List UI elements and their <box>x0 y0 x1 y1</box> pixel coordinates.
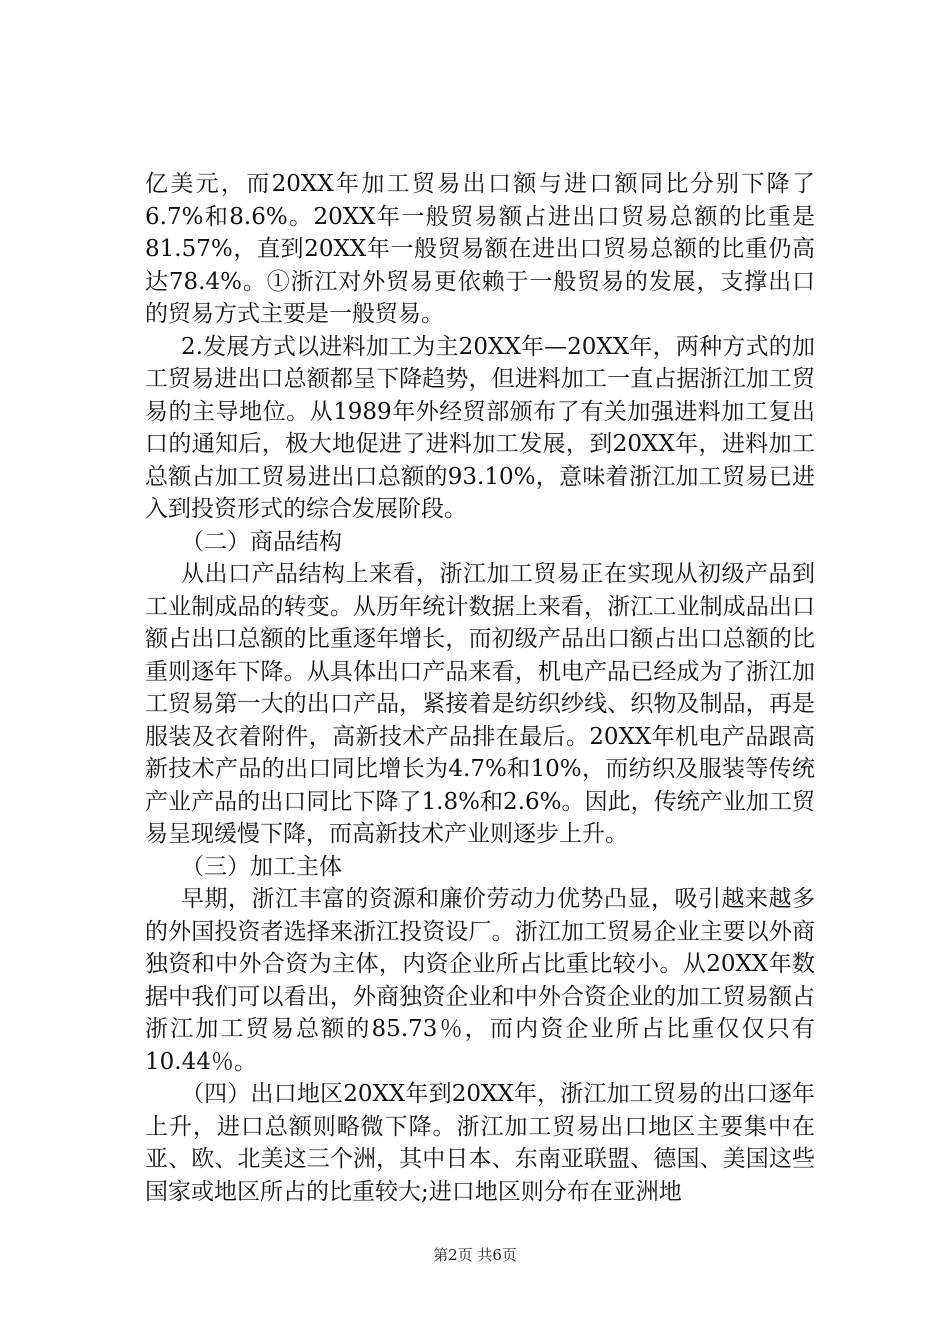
paragraph-processing-entity: 早期，浙江丰富的资源和廉价劳动力优势凸显，吸引越来越多的外国投资者选择来浙江投资设厂。浙江加工贸易企业主要以外商独资和中外合资为主体，内资企业所占比重比较小。从20XX年数据中我们可以看出，外商独资企业和中外合资企业的加工贸易额占浙江加工贸易总额的85.73％，而内资企业所占比重仅仅只有10.44％。 <box>145 886 815 1075</box>
section-heading-commodity-structure: （二）商品结构 <box>181 528 342 555</box>
paragraph-export-region: （四）出口地区20XX年到20XX年，浙江加工贸易的出口逐年上升，进口总额则略微下降。浙江加工贸易出口地区主要集中在亚、欧、北美这三个洲，其中日本、东南亚联盟、德国、美国这些国家或地区所占的比重较大;进口地区则分布在亚洲地 <box>145 1081 815 1205</box>
paragraph-continuation: 亿美元，而20XX年加工贸易出口额与进口额同比分别下降了6.7%和8.6%。20XX年一般贸易额占进出口贸易总额的比重是81.57%，直到20XX年一般贸易额在进出口贸易总额的比重仍高达78.4%。①浙江对外贸易更依赖于一般贸易的发展，支撑出口的贸易方式主要是一般贸易。 <box>145 171 815 327</box>
section-heading-processing-entity: （三）加工主体 <box>181 853 342 880</box>
paragraph-commodity-structure: 从出口产品结构上来看，浙江加工贸易正在实现从初级产品到工业制成品的转变。从历年统计数据上来看，浙江工业制成品出口额占出口总额的比重逐年增长，而初级产品出口额占出口总额的比重则逐年下降。从具体出口产品来看，机电产品已经成为了浙江加工贸易第一大的出口产品，紧接着是纺织纱线、织物及制品，再是服装及衣着附件，高新技术产品排在最后。20XX年机电产品跟高新技术产品的出口同比增长为4.7%和10%，而纺织及服装等传统产业产品的出口同比下降了1.8%和2.6%。因此，传统产业加工贸易呈现缓慢下降，而高新技术产业则逐步上升。 <box>145 561 815 847</box>
page-footer: 第2页 共6页 <box>433 1246 517 1264</box>
paragraph-processing-method: 2.发展方式以进料加工为主20XX年—20XX年，两种方式的加工贸易进出口总额都呈下降趋势，但进料加工一直占据浙江加工贸易的主导地位。从1989年外经贸部颁布了有关加强进料加工复出口的通知后，极大地促进了进料加工发展，到20XX年，进料加工总额占加工贸易进出口总额的93.10%，意味着浙江加工贸易已进入到投资形式的综合发展阶段。 <box>145 333 815 522</box>
document-body <box>145 168 815 1208</box>
